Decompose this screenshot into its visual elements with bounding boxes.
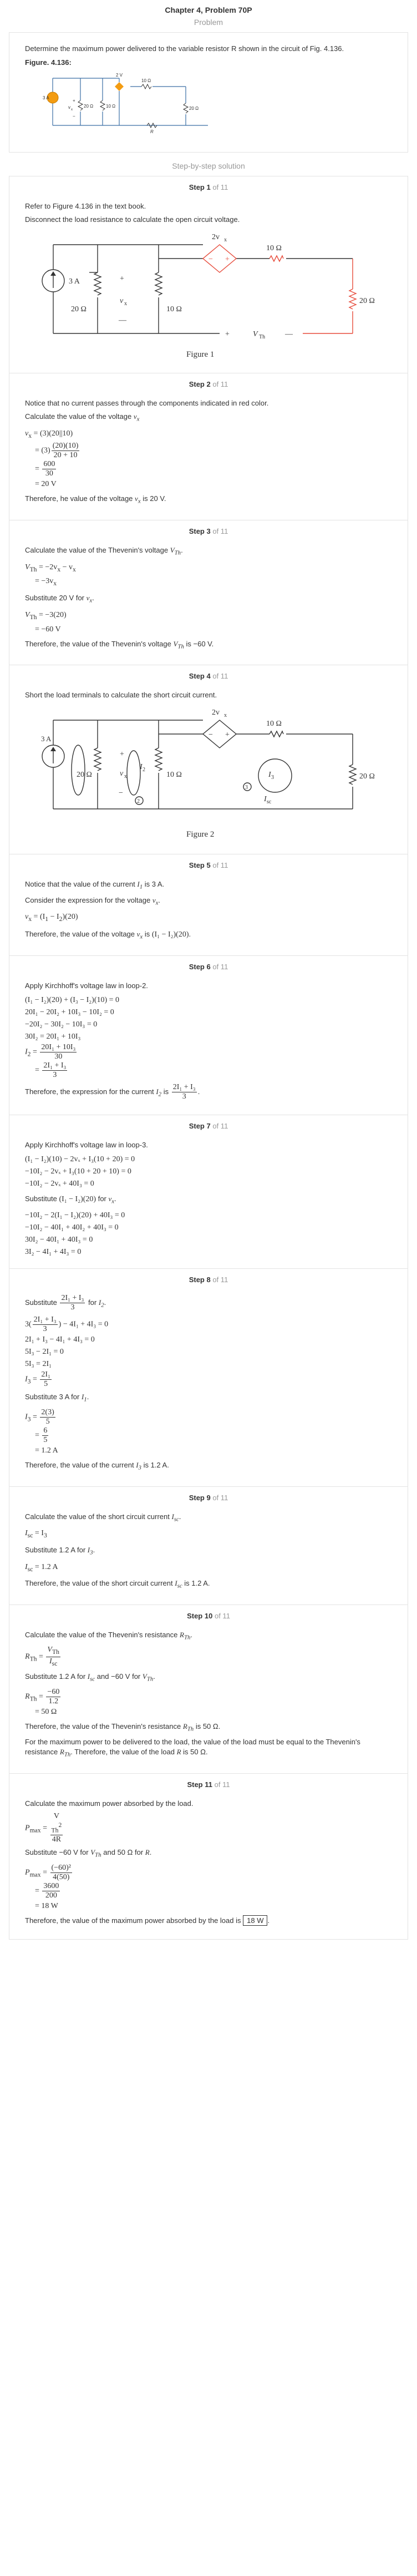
- figure-label: Figure. 4.136:: [25, 58, 72, 67]
- step-text: Calculate the maximum power absorbed by the load.: [25, 1799, 194, 1808]
- step-title: Step 1 of 11: [189, 183, 228, 191]
- step-text: Disconnect the load resistance to calculate the open circuit voltage.: [25, 215, 240, 224]
- step-text: Calculate the value of the short circuit current $I_{sc}$.: [25, 1512, 181, 1523]
- fig1-vx: v: [120, 297, 124, 305]
- step-text: Notice that no current passes through the components indicated in red color.: [25, 399, 269, 407]
- equation-block: $R_{Th}$ = $\frac{-60}{1.2}$ = 50 Ω: [25, 1687, 60, 1716]
- fig-r10-label: 10 Ω: [106, 104, 116, 109]
- step-8: [9, 1269, 408, 1486]
- step-text: For the maximum power to be delivered to the load, the value of the load must be equal to the Thevenin's resistance $R_{Th}$. Therefore, the value of the load R is 50 Ω.: [25, 1738, 360, 1758]
- fig-R-label: R: [150, 129, 154, 134]
- fig1-caption: Figure 1: [186, 350, 215, 359]
- step-9: [9, 1487, 408, 1605]
- step-text: Consider the expression for the voltage $v_x$.: [25, 895, 161, 907]
- fig-dep-label: 2 V: [116, 73, 123, 78]
- final-answer: 18 W: [243, 1915, 267, 1926]
- step-text: Refer to Figure 4.136 in the text book.: [25, 202, 146, 210]
- step-conclusion: Therefore, he value of the voltage $v_x$ is 20 V.: [25, 494, 166, 505]
- step-text: Calculate the value of the voltage $v_x$: [25, 412, 140, 423]
- step-7: [9, 1115, 408, 1269]
- fig1-vth-plus: +: [225, 330, 230, 338]
- step-text: Substitute −60 V for $V_{Th}$ and 50 Ω for R.: [25, 1848, 152, 1859]
- fig2-vx-sub: x: [124, 773, 127, 780]
- fig1-vx-minus: —: [119, 316, 126, 325]
- fig2-vx-plus: +: [120, 750, 124, 759]
- fig1-vx-plus: +: [120, 275, 124, 283]
- step-title: Step 11 of 11: [187, 1780, 230, 1789]
- step-text: Substitute 1.2 A for $I_{sc}$ and −60 V for $V_{Th}$.: [25, 1672, 155, 1683]
- equation-block: $v_x = (I_1 - I_2)(20)$: [25, 913, 78, 923]
- fig-vx-sub: x: [71, 108, 73, 112]
- fig1-vth-minus: —: [285, 330, 293, 338]
- step-10: [9, 1605, 408, 1774]
- problem-circuit: [42, 70, 230, 142]
- step-text: Notice that the value of the current $I_1$ is 3 A.: [25, 880, 165, 890]
- step-conclusion: Therefore, the value of the Thevenin's resistance $R_{Th}$ is 50 Ω.: [25, 1722, 221, 1733]
- problem-box: [9, 32, 408, 153]
- fig2-caption: Figure 2: [186, 830, 215, 839]
- equation-block: $I_{sc} = 1.2$ A: [25, 1562, 58, 1573]
- step-conclusion: Therefore, the value of the Thevenin's voltage $V_{Th}$ is −60 V.: [25, 639, 214, 650]
- fig2-src: 3 A: [41, 735, 52, 743]
- fig2-dep-plus: +: [225, 731, 230, 740]
- solution-page: [9, 0, 408, 1940]
- step-text: Substitute 20 V for $v_x$.: [25, 594, 94, 604]
- equation-block: $R_{Th}$ = $\frac{V_{Th}}{I_{sc}}$: [25, 1646, 59, 1668]
- step-1: [9, 176, 408, 373]
- equation-block: $P_{max}$ = $\frac{\text{(−60)²}}{4(50)}$ = $\frac{3600}{200}$ = 18 W: [25, 1863, 71, 1910]
- equation-block: (I₁ − I₂)(10) − 2vₓ + I₃(10 + 20) = 0 −10I₂ − 2vₓ + I₃(10 + 20 + 10) = 0 −10I₂ − 2vₓ + 40I₃ = 0: [25, 1155, 135, 1188]
- step-title: Step 2 of 11: [189, 380, 228, 388]
- step-3: [9, 520, 408, 665]
- fig2-i3: I: [268, 771, 271, 780]
- fig-src-label: 3 A: [43, 95, 49, 100]
- step-title: Step 5 of 11: [189, 861, 228, 870]
- fig2-isc-sub: sc: [267, 799, 272, 806]
- fig2-loop3: 3: [245, 785, 248, 791]
- fig2-vx-minus: −: [119, 789, 123, 798]
- step-text: Substitute 1.2 A for $I_3$.: [25, 1545, 95, 1556]
- fig-vx-label: v: [68, 105, 70, 110]
- step-text: Substitute 3 A for $I_1$.: [25, 1393, 89, 1403]
- equation-block: $I_{sc} = I_3$: [25, 1529, 47, 1539]
- problem-dependent-source: [115, 82, 124, 91]
- step-5: [9, 854, 408, 956]
- fig2-dep-minus: −: [208, 731, 213, 740]
- equation-block: $P_{max}$ = V $_{Th}^2$ 4R: [25, 1811, 62, 1844]
- equation-block: (I₁ − I₂)(20) + (I₃ − I₂)(10) = 0 20I₁ − 20I₂ + 10I₃ − 10I₂ = 0 −20I₂ − 30I₂ − 10I₃ = 0 30I₂ = 20I₁ + 10I₃ $I_2$ = $\frac{\text{20I₁ + 10I₃}}{30}$ = $\frac{\text{2I₁ + I₃}}{3}$: [25, 995, 120, 1079]
- fig1-vx-sub: x: [124, 301, 127, 307]
- fig2-i2-sub: 2: [143, 767, 145, 773]
- step-text: Substitute (I₁ − I₂)(20) for $v_x$.: [25, 1194, 116, 1205]
- fig2-vx: v: [120, 770, 124, 778]
- fig1-dep-source: [203, 245, 236, 272]
- step-text: Calculate the value of the Thevenin's voltage $V_{Th}$.: [25, 545, 183, 556]
- fig2-i2: I: [140, 763, 143, 772]
- fig-r20b-label: 20 Ω: [189, 106, 199, 111]
- fig2-rleft: 20 Ω: [77, 771, 92, 780]
- fig2-dep-sub: x: [224, 712, 227, 719]
- solution-heading: Step-by-step solution: [172, 161, 245, 170]
- fig1-dep: 2v: [212, 233, 220, 241]
- figure-2-circuit: [42, 704, 375, 842]
- step-title: Step 10 of 11: [187, 1611, 230, 1620]
- equation-block: $v_x = (3)(20||10)$ = (3) $\frac{(20)(10)}{20 + 10}$ = $\frac{600}{30}$ = 20 V: [25, 429, 79, 489]
- fig2-rtop: 10 Ω: [266, 720, 282, 728]
- fig2-dep: 2v: [212, 708, 220, 717]
- problem-heading: Problem: [194, 18, 223, 27]
- step-title: Step 6 of 11: [189, 962, 228, 971]
- step-title: Step 7 of 11: [189, 1121, 228, 1130]
- step-conclusion: Therefore, the value of the short circuit current $I_{sc}$ is 1.2 A.: [25, 1579, 210, 1590]
- step-6: [9, 956, 408, 1115]
- step-title: Step 9 of 11: [189, 1493, 228, 1502]
- fig2-rmid: 10 Ω: [166, 771, 182, 780]
- step-text: Short the load terminals to calculate the short circuit current.: [25, 691, 217, 700]
- fig2-rright: 20 Ω: [359, 772, 375, 781]
- equation-block: −10I₂ − 2(I₁ − I₂)(20) + 40I₃ = 0 −10I₂ − 40I₁ + 40I₂ + 40I₃ = 0 30I₂ − 40I₁ + 40I₃ = 0 3I₂ − 4I₁ + 4I₃ = 0: [25, 1211, 125, 1257]
- fig1-dep-sub: x: [224, 237, 227, 243]
- fig1-src: 3 A: [69, 277, 80, 286]
- fig1-dep-minus: −: [208, 255, 213, 264]
- step-text: Calculate the value of the Thevenin's resistance $R_{Th}$.: [25, 1630, 193, 1641]
- problem-text: Determine the maximum power delivered to the variable resistor R shown in the circuit of Fig. 4.136.: [25, 44, 344, 53]
- step-text: Apply Kirchhoff's voltage law in loop-3.: [25, 1140, 148, 1149]
- step-title: Step 3 of 11: [189, 527, 228, 535]
- equation-block: 3( $\frac{\text{2I₁ + I₃}}{3}$ ) − 4I₁ + 4I₃ = 0 2I₁ + I₃ − 4I₁ + 4I₃ = 0 5I₃ − 2I₁ = 0 5I₃ = 2I₁ $I_3$ = $\frac{\text{2I₁}}{5}$: [25, 1315, 109, 1389]
- fig2-isc: I: [264, 795, 267, 804]
- step-title: Step 4 of 11: [189, 672, 228, 681]
- step-title: Step 8 of 11: [189, 1276, 228, 1284]
- figure-1-circuit: [42, 228, 375, 361]
- fig1-dep-plus: +: [225, 255, 230, 264]
- fig2-i3-sub: 3: [271, 775, 274, 781]
- step-conclusion: Therefore, the value of the maximum power absorbed by the load is 18 W .: [25, 1916, 270, 1925]
- fig-plus-label: +: [73, 98, 75, 103]
- fig1-rright: 20 Ω: [359, 297, 375, 305]
- fig1-rtop: 10 Ω: [266, 244, 282, 252]
- fig-r1-label: 10 Ω: [141, 78, 151, 83]
- step-text: Substitute $\frac{\text{2I₁ + I₃}}{3}$ for $I_2$.: [25, 1294, 106, 1312]
- fig1-vth-sub: Th: [259, 334, 266, 340]
- fig1-rmid: 10 Ω: [166, 305, 182, 313]
- step-2: [9, 373, 408, 520]
- step-conclusion: Therefore, the value of the current $I_3$ is 1.2 A.: [25, 1460, 169, 1471]
- equation-block: $V_{Th} = -2v_x - v_x$ = $-3v_x$: [25, 563, 76, 588]
- fig-minus-label: −: [73, 114, 75, 119]
- equation-block: $I_3$ = $\frac{2(3)}{5}$ = $\frac{6}{5}$ = 1.2 A: [25, 1408, 58, 1455]
- step-conclusion: Therefore, the expression for the current $I_2$ is $\frac{\text{2I₁ + I₃}}{3}$ .: [25, 1082, 200, 1101]
- equation-block: $V_{Th} = -3(20)$ = −60 V: [25, 610, 67, 634]
- fig1-rleft: 20 Ω: [71, 305, 87, 313]
- fig1-vth: V: [253, 330, 258, 338]
- fig2-loop2: 2: [137, 798, 140, 805]
- fig-r20a-label: 20 Ω: [84, 104, 94, 109]
- step-conclusion: Therefore, the value of the voltage $v_x$ is (I₁ − I₂)(20).: [25, 930, 191, 940]
- step-text: Apply Kirchhoff's voltage law in loop-2.: [25, 981, 148, 990]
- step-4: [9, 665, 408, 854]
- step-11: [9, 1774, 408, 1940]
- page-title: Chapter 4, Problem 70P: [165, 6, 252, 14]
